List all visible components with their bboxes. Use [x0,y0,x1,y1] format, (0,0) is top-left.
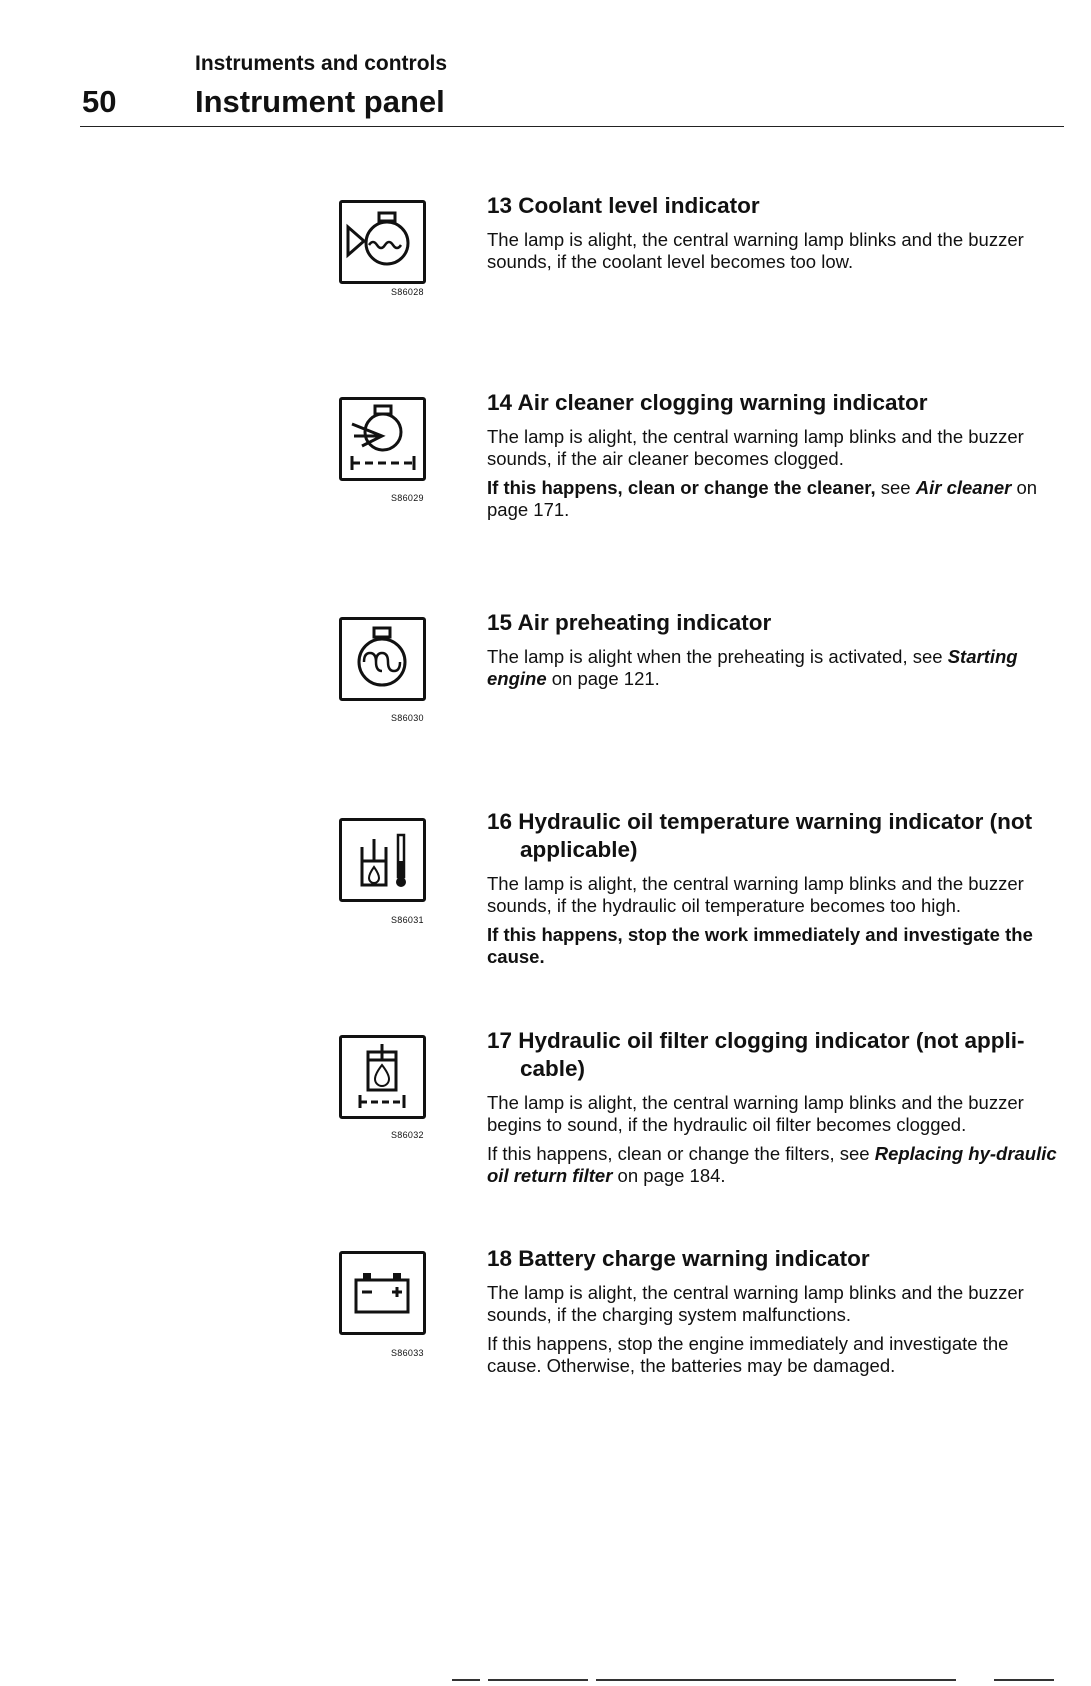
entry-title: 15 Air preheating indicator [487,610,772,635]
action-see: see [875,477,916,498]
action-bold: If this happens, clean or change the cleaner, [487,477,876,498]
reference-link[interactable]: Starting engine [487,646,1018,689]
hydraulic-oil-temperature-icon [339,818,426,902]
figure-code: S86030 [391,713,424,723]
figure-code: S86033 [391,1348,424,1358]
entry-title: 17 Hydraulic oil filter clogging indicator (not appli-cable) [487,1028,1025,1081]
footer-rule [488,1679,588,1681]
action-page: on page 171. [487,477,1038,520]
entry-title: 14 Air cleaner clogging warning indicator [487,390,928,415]
entry-action [487,477,1067,521]
entry-action: If this happens, stop the engine immediately and investigate the cause. Otherwise, the batteries may be damaged. [487,1333,1009,1376]
entry-body: The lamp is alight, the central warning lamp blinks and the buzzer sounds, if the coolant level becomes too low. [487,229,1024,272]
figure-code: S86032 [391,1130,424,1140]
entry-title: 13 Coolant level indicator [487,193,760,218]
section-label: Instruments and controls [195,52,448,75]
entry-title: 18 Battery charge warning indicator [487,1246,870,1271]
entry-body: The lamp is alight, the central warning lamp blinks and the buzzer sounds, if the charging system malfunctions. [487,1282,1024,1325]
entry-body: The lamp is alight, the central warning lamp blinks and the buzzer sounds, if the hydraulic oil temperature becomes too high. [487,873,1024,916]
entry-body [487,646,1067,690]
entry-body: The lamp is alight, the central warning lamp blinks and the buzzer begins to sound, if the hydraulic oil filter becomes clogged. [487,1092,1024,1135]
entry-body: The lamp is alight, the central warning lamp blinks and the buzzer sounds, if the air cleaner becomes clogged. [487,426,1024,469]
body-text: The lamp is alight when the preheating is activated, see [487,646,948,667]
footer-rule [596,1679,956,1681]
figure-code: S86028 [391,287,424,297]
battery-icon [339,1251,426,1335]
figure-code: S86031 [391,915,424,925]
page-title: Instrument panel [195,84,445,119]
entry-action [487,1143,1067,1187]
reference-link[interactable]: Replacing hy-draulic oil return filter [487,1143,1057,1186]
body-page: on page 121. [546,668,660,689]
coolant-level-icon [339,200,426,284]
hydraulic-oil-filter-icon [339,1035,426,1119]
footer-rule [452,1679,480,1681]
figure-code: S86029 [391,493,424,503]
entry-title: 16 Hydraulic oil temperature warning indicator (not applicable) [487,809,1033,862]
page-number: 50 [82,84,117,119]
footer-rule [994,1679,1054,1681]
action-text: If this happens, clean or change the filters, see [487,1143,875,1164]
entry-action: If this happens, stop the work immediately and investigate the cause. [487,924,1033,967]
action-page: on page 184. [612,1165,726,1186]
air-preheating-icon [339,617,426,701]
reference-link[interactable]: Air cleaner [915,477,1012,498]
header-rule [80,126,1064,127]
air-cleaner-icon [339,397,426,481]
